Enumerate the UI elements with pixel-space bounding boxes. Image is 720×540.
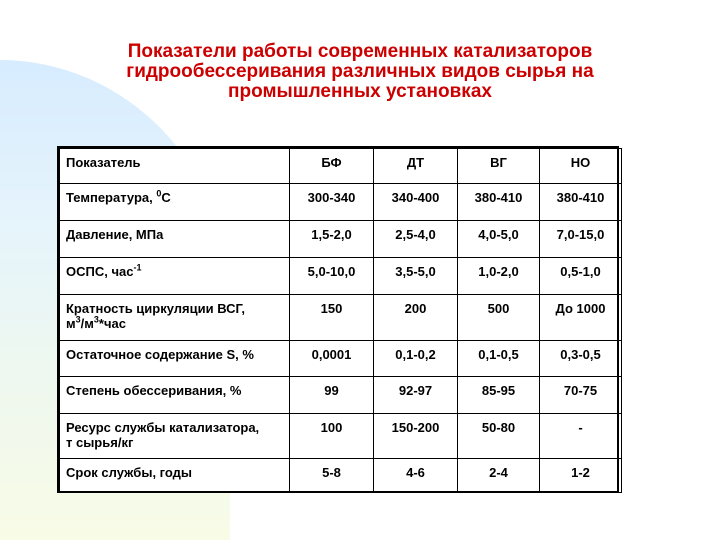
header-cell: ДТ xyxy=(374,149,458,184)
table-row xyxy=(60,295,622,341)
table-cell: 1-2 xyxy=(540,459,622,493)
table-cell: 99 xyxy=(290,377,374,414)
row-label: Температура, $^0$С xyxy=(60,184,290,221)
table-cell: 0,5-1,0 xyxy=(540,258,622,295)
table-cell: 1,0-2,0 xyxy=(458,258,540,295)
row-label: Срок службы, годы xyxy=(60,459,290,493)
row-label: ОСПС, час$^{-1}$ xyxy=(60,258,290,295)
table-cell: 4-6 xyxy=(374,459,458,493)
table-cell: 0,3-0,5 xyxy=(540,341,622,377)
table-cell: 380-410 xyxy=(540,184,622,221)
table-cell: 0,1-0,2 xyxy=(374,341,458,377)
title-line-2: гидрообессеривания различных видов сырья на xyxy=(126,61,594,82)
table-cell: 1,5-2,0 xyxy=(290,221,374,258)
table-cell: 0,0001 xyxy=(290,341,374,377)
table-row xyxy=(60,341,622,377)
table-row xyxy=(60,184,622,221)
table-cell: 200 xyxy=(374,295,458,341)
table-row xyxy=(60,377,622,414)
table-cell: 150-200 xyxy=(374,414,458,459)
row-label: Остаточное содержание S, % xyxy=(60,341,290,377)
slide-title xyxy=(40,42,680,102)
table-cell: 2,5-4,0 xyxy=(374,221,458,258)
table-row xyxy=(60,459,622,493)
catalyst-table xyxy=(57,146,619,493)
table-cell: 3,5-5,0 xyxy=(374,258,458,295)
row-label: Ресурс службы катализатора, т сырья/кг xyxy=(60,414,290,459)
table-cell: - xyxy=(540,414,622,459)
table-cell: 380-410 xyxy=(458,184,540,221)
table-cell: 50-80 xyxy=(458,414,540,459)
header-cell: БФ xyxy=(290,149,374,184)
header-cell: НО xyxy=(540,149,622,184)
table-cell: 100 xyxy=(290,414,374,459)
header-cell: Показатель xyxy=(60,149,290,184)
table-cell: 5-8 xyxy=(290,459,374,493)
table-row xyxy=(60,221,622,258)
table-cell: 150 xyxy=(290,295,374,341)
table-cell: 70-75 xyxy=(540,377,622,414)
table-row xyxy=(60,414,622,459)
row-label: Степень обессеривания, % xyxy=(60,377,290,414)
table-header-row xyxy=(60,149,622,184)
header-cell: ВГ xyxy=(458,149,540,184)
table-cell: 4,0-5,0 xyxy=(458,221,540,258)
table-cell: 0,1-0,5 xyxy=(458,341,540,377)
title-line-1: Показатели работы современных катализаторов xyxy=(127,41,593,62)
title-line-3: промышленных установках xyxy=(228,81,492,102)
table-cell: 300-340 xyxy=(290,184,374,221)
row-label: Давление, МПа xyxy=(60,221,290,258)
table-cell: 85-95 xyxy=(458,377,540,414)
table-cell: 7,0-15,0 xyxy=(540,221,622,258)
table-cell: 92-97 xyxy=(374,377,458,414)
table-cell: 2-4 xyxy=(458,459,540,493)
table-cell: 5,0-10,0 xyxy=(290,258,374,295)
table-cell: 500 xyxy=(458,295,540,341)
table-row xyxy=(60,258,622,295)
table-cell: До 1000 xyxy=(540,295,622,341)
table-cell: 340-400 xyxy=(374,184,458,221)
row-label: Кратность циркуляции ВСГ, $м^3/м^3*час$ xyxy=(60,295,290,341)
